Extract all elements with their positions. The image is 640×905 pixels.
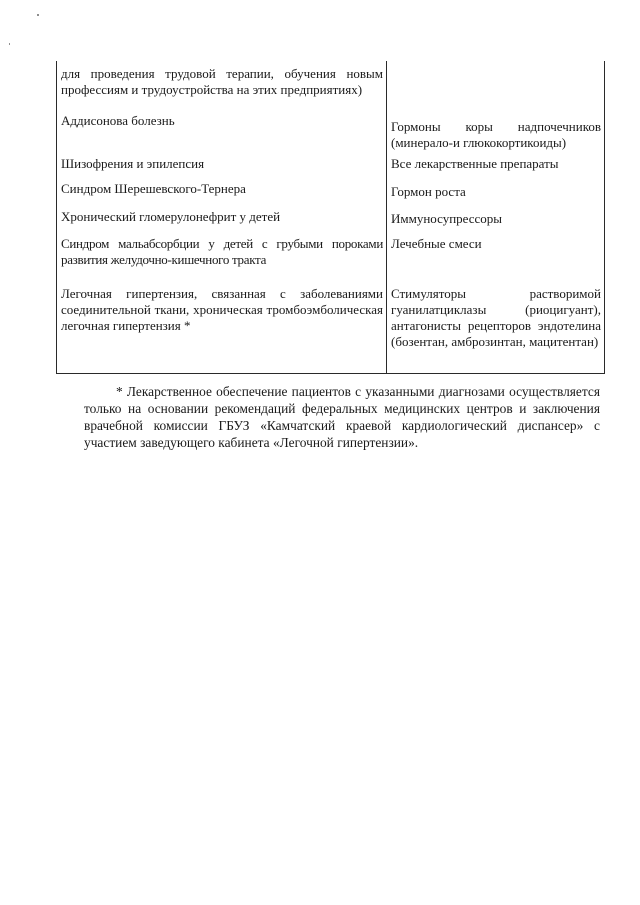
drug-provision-table bbox=[56, 61, 605, 374]
drugs-text: Лечебные смеси bbox=[391, 236, 482, 251]
drugs-cell bbox=[387, 209, 605, 235]
diagnosis-cell bbox=[57, 61, 387, 113]
table-row bbox=[57, 209, 605, 235]
drugs-cell bbox=[387, 61, 605, 113]
drugs-cell bbox=[387, 153, 605, 181]
drugs-cell bbox=[387, 281, 605, 373]
diagnosis-text: Синдром Шерешевского-Тернера bbox=[61, 181, 246, 196]
drugs-cell bbox=[387, 113, 605, 153]
drugs-text: Стимуляторы растворимой гуанилатциклазы (риоцигуант), антагонисты рецепторов эндотелина (бозентан, амброзинтан, мацитентан) bbox=[391, 286, 601, 349]
table-row bbox=[57, 153, 605, 181]
diagnosis-text: Легочная гипертензия, связанная с заболеваниями соединительной ткани, хроническая тромбоэмболическая легочная гипертензия * bbox=[61, 286, 383, 333]
table-row bbox=[57, 281, 605, 373]
diagnosis-text: Синдром мальабсорбции у детей с грубыми пороками развития желудочно-кишечного тракта bbox=[61, 236, 383, 267]
table-row bbox=[57, 235, 605, 281]
drugs-text: Гормон роста bbox=[391, 184, 466, 199]
scan-speck bbox=[37, 14, 39, 16]
table-row bbox=[57, 181, 605, 209]
diagnosis-text: для проведения трудовой терапии, обучения новым профессиям и трудоустройства на этих предприятиях) bbox=[61, 66, 383, 97]
diagnosis-cell bbox=[57, 235, 387, 281]
table-row bbox=[57, 113, 605, 153]
diagnosis-cell bbox=[57, 153, 387, 181]
table-row bbox=[57, 61, 605, 113]
diagnosis-cell bbox=[57, 113, 387, 153]
diagnosis-text: Хронический гломерулонефрит у детей bbox=[61, 209, 281, 224]
scan-speck bbox=[9, 43, 10, 45]
drugs-cell bbox=[387, 235, 605, 281]
diagnosis-cell bbox=[57, 181, 387, 209]
diagnosis-text: Аддисонова болезнь bbox=[61, 113, 175, 128]
diagnosis-cell bbox=[57, 209, 387, 235]
diagnosis-cell bbox=[57, 281, 387, 373]
drugs-text: Гормоны коры надпочечников (минерало-и глюкокортикоиды) bbox=[391, 119, 601, 150]
drugs-cell bbox=[387, 181, 605, 209]
drugs-text: Все лекарственные препараты bbox=[391, 156, 559, 171]
drugs-text: Иммуносупрессоры bbox=[391, 211, 503, 226]
diagnosis-text: Шизофрения и эпилепсия bbox=[61, 156, 205, 171]
footnote: * Лекарственное обеспечение пациентов с указанными диагнозами осуществляется только на основании рекомендаций федеральных медицинских центров и заключения врачебной комиссии ГБУЗ «Камчатский краевой кардиологический диспансер» с участием заведующего кабинета «Легочной гипертензии». bbox=[84, 384, 600, 450]
